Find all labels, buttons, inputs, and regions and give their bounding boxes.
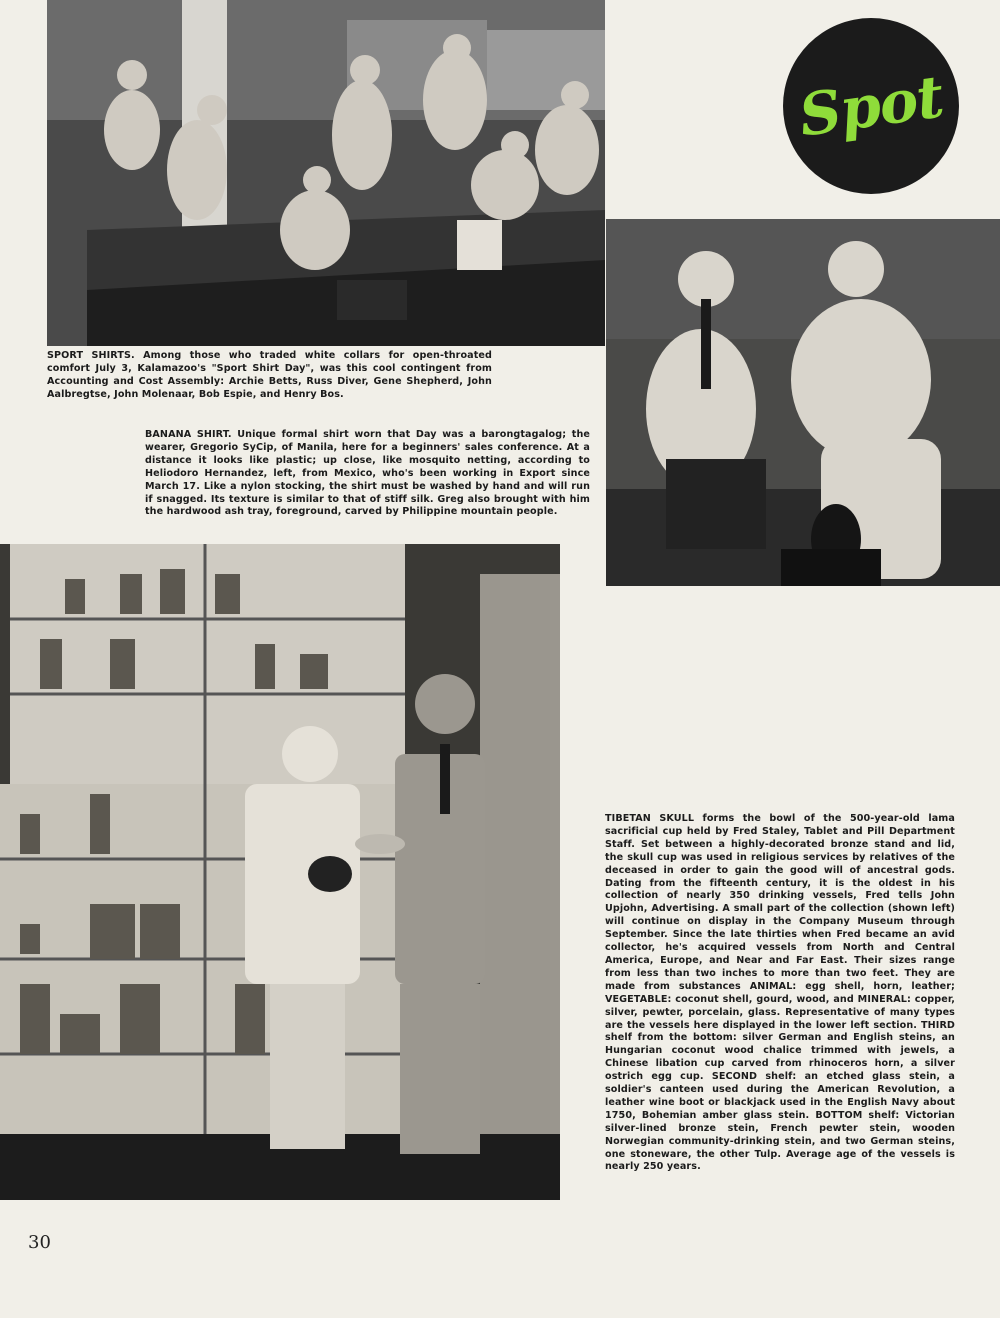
page-number: 30 bbox=[28, 1232, 51, 1253]
spot-badge bbox=[783, 18, 959, 194]
sport-shirts-photo bbox=[47, 0, 605, 346]
museum-photo bbox=[0, 544, 560, 1200]
sport-shirts-caption-text: Among those who traded white collars for open-throated comfort July 3, Kalamazoo's "Sport Shirt Day", was this cool contingent from Accounting and Cost Assembly: Archie Betts, Russ Diver, Gene Shepherd, John Aalbregtse, John Molenaar, Bob Espie, and Henry Bos. bbox=[47, 350, 492, 400]
spot-badge-label: Spot bbox=[794, 62, 947, 150]
banana-shirt-caption bbox=[145, 429, 590, 519]
banana-shirt-photo bbox=[606, 219, 1000, 586]
sport-shirts-caption-lead: SPORT SHIRTS. bbox=[47, 350, 135, 361]
banana-shirt-caption-text: Unique formal shirt worn that Day was a barongtagalog; the wearer, Gregorio SyCip, of Manila, here for a beginners' sales conference. At a distance it looks like plastic; up close, like mosquito netting, according to Heliodoro Hernandez, left, from Mexico, who's been working in Export since March 17. Like a nylon stocking, the shirt must be washed by hand and will run if snagged. Its texture is similar to that of stiff silk. Greg also brought with him the hardwood ash tray, foreground, carved by Philippine mountain people. bbox=[145, 429, 590, 518]
banana-shirt-caption-lead: BANANA SHIRT. bbox=[145, 429, 232, 440]
tibetan-skull-caption-text: forms the bowl of the 500-year-old lama sacrificial cup held by Fred Staley, Tablet and Pill Department Staff. Set between a highly-decorated bronze stand and lid, the skull cup was used in religious services by relatives of the deceased in order to gain the good will of ancestral gods. Dating from the fifteenth century, it is the oldest in his collection of nearly 350 drinking vessels, Fred tells John Upjohn, Advertising. A small part of the collection (shown left) will continue on display in the Company Museum through September. Since the late thirties when Fred became an avid collector, he's acquired vessels from North and Central America, Europe, and Near and Far East. Their sizes range from less than two inches to more than two feet. They are made from substances ANIMAL: egg shell, horn, leather; VEGETABLE: coconut shell, gourd, wood, and MINERAL: copper, silver, pewter, porcelain, glass. Representative of many types are the vessels here displayed in the lower left section. THIRD shelf from the bottom: silver German and English steins, an Hungarian coconut wood chalice trimmed with jewels, a Chinese libation cup carved from rhinoceros horn, a silver ostrich egg cup. SECOND shelf: an etched glass stein, a soldier's canteen used during the American Revolution, a leather wine boot or blackjack used in the English Navy about 1750, Bohemian amber glass stein. BOTTOM shelf: Victorian silver-lined bronze stein, French pewter stein, wooden Norwegian community-drinking stein, and two German steins, one stoneware, the other Tulp. Average age of the vessels is nearly 250 years. bbox=[605, 813, 955, 1173]
tibetan-skull-caption bbox=[605, 813, 955, 1174]
sport-shirts-caption bbox=[47, 350, 492, 402]
tibetan-skull-caption-lead: TIBETAN SKULL bbox=[605, 813, 695, 824]
